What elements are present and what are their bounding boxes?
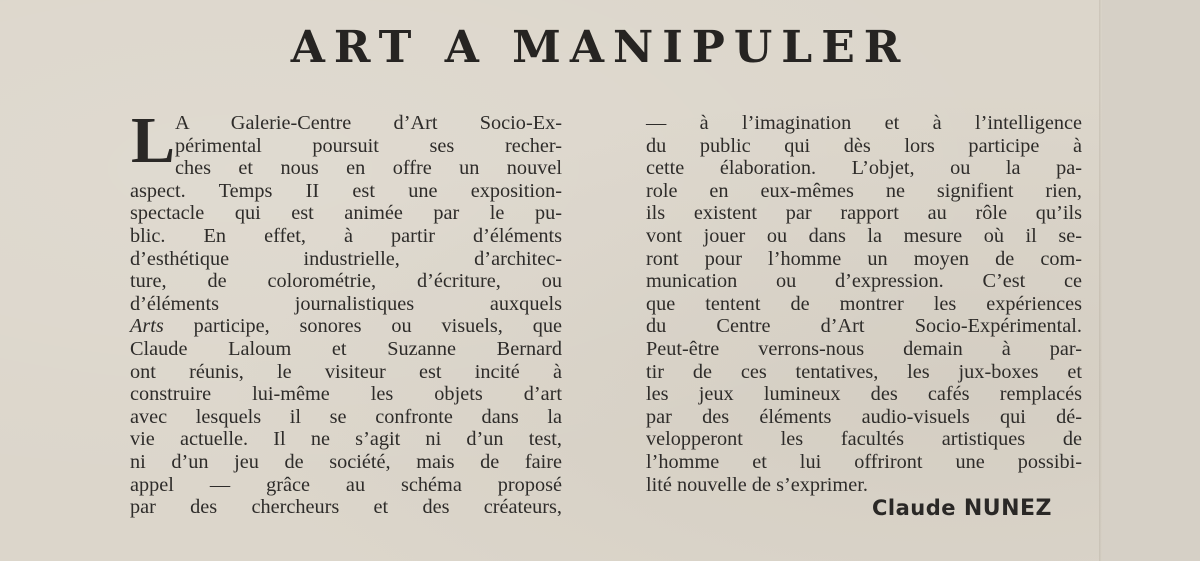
text-line: l’homme et lui offriront une possibi- [646,450,1082,473]
text-line: cette élaboration. L’objet, ou la pa- [646,157,1082,180]
text-line: d’éléments journalistiques auxquels [130,292,562,315]
text-line: vie actuelle. Il ne s’agit ni d’un test, [130,428,562,451]
text-line: du Centre d’Art Socio-Expérimental. [646,315,1082,338]
text-line: que tentent de montrer les expériences [646,292,1082,315]
text-line: A Galerie-Centre d’Art Socio-Ex- [175,112,562,134]
text-line: ront pour l’homme un moyen de com- [646,247,1082,270]
text-line: role en eux-mêmes ne signifient rien, [646,179,1082,202]
italic-publication-name: Arts [130,315,164,338]
text-line: ils existent par rapport au rôle qu’ils [646,202,1082,225]
text-line: munication ou d’expression. C’est ce [646,270,1082,293]
text-line: ture, de colorométrie, d’écriture, ou [130,270,562,293]
text-line: — à l’imagination et à l’intelligence [646,112,1082,134]
drop-cap: L [131,104,176,177]
text-line: du public qui dès lors participe à [646,134,1082,157]
text-line: spectacle qui est animée par le pu- [130,202,562,225]
text-line: d’esthétique industrielle, d’architec- [130,247,562,270]
text-line: ni d’un jeu de société, mais de faire [130,450,562,473]
page-edge-strip [1102,0,1200,561]
text-line: velopperont les facultés artistiques de [646,428,1082,451]
article-title: ART A MANIPULER [290,22,910,73]
text-line: aspect. Temps II est une exposition- [130,179,562,202]
text-line: lité nouvelle de s’exprimer. [646,473,868,496]
text-line: ont réunis, le visiteur est incité à [130,360,562,383]
page-fold-shadow [1099,0,1102,561]
text-line-rest: participe, sonores ou visuels, que [193,315,563,338]
article-column-left [130,112,562,519]
author-signature [872,496,1052,521]
author-first-name: Claude [872,496,957,520]
text-line: par des chercheurs et des créateurs, [130,496,562,519]
text-line: Claude Laloum et Suzanne Bernard [130,337,562,360]
text-line: ches et nous en offre un nouvel [175,157,562,180]
text-line: tir de ces tentatives, les jux-boxes et [646,360,1082,383]
text-line: périmental poursuit ses recher- [175,134,562,157]
text-line: les jeux lumineux des cafés remplacés [646,383,1082,406]
text-line-with-italic [130,315,562,338]
text-line: avec lesquels il se confronte dans la [130,405,562,428]
text-line: blic. En effet, à partir d’éléments [130,224,562,247]
text-line: appel — grâce au schéma proposé [130,473,562,496]
article-column-right [646,112,1082,496]
text-line: construire lui-même les objets d’art [130,383,562,406]
text-line: Peut-être verrons-nous demain à par- [646,337,1082,360]
author-last-name: NUNEZ [963,496,1052,521]
text-line: vont jouer ou dans la mesure où il se- [646,224,1082,247]
text-line: par des éléments audio-visuels qui dé- [646,405,1082,428]
